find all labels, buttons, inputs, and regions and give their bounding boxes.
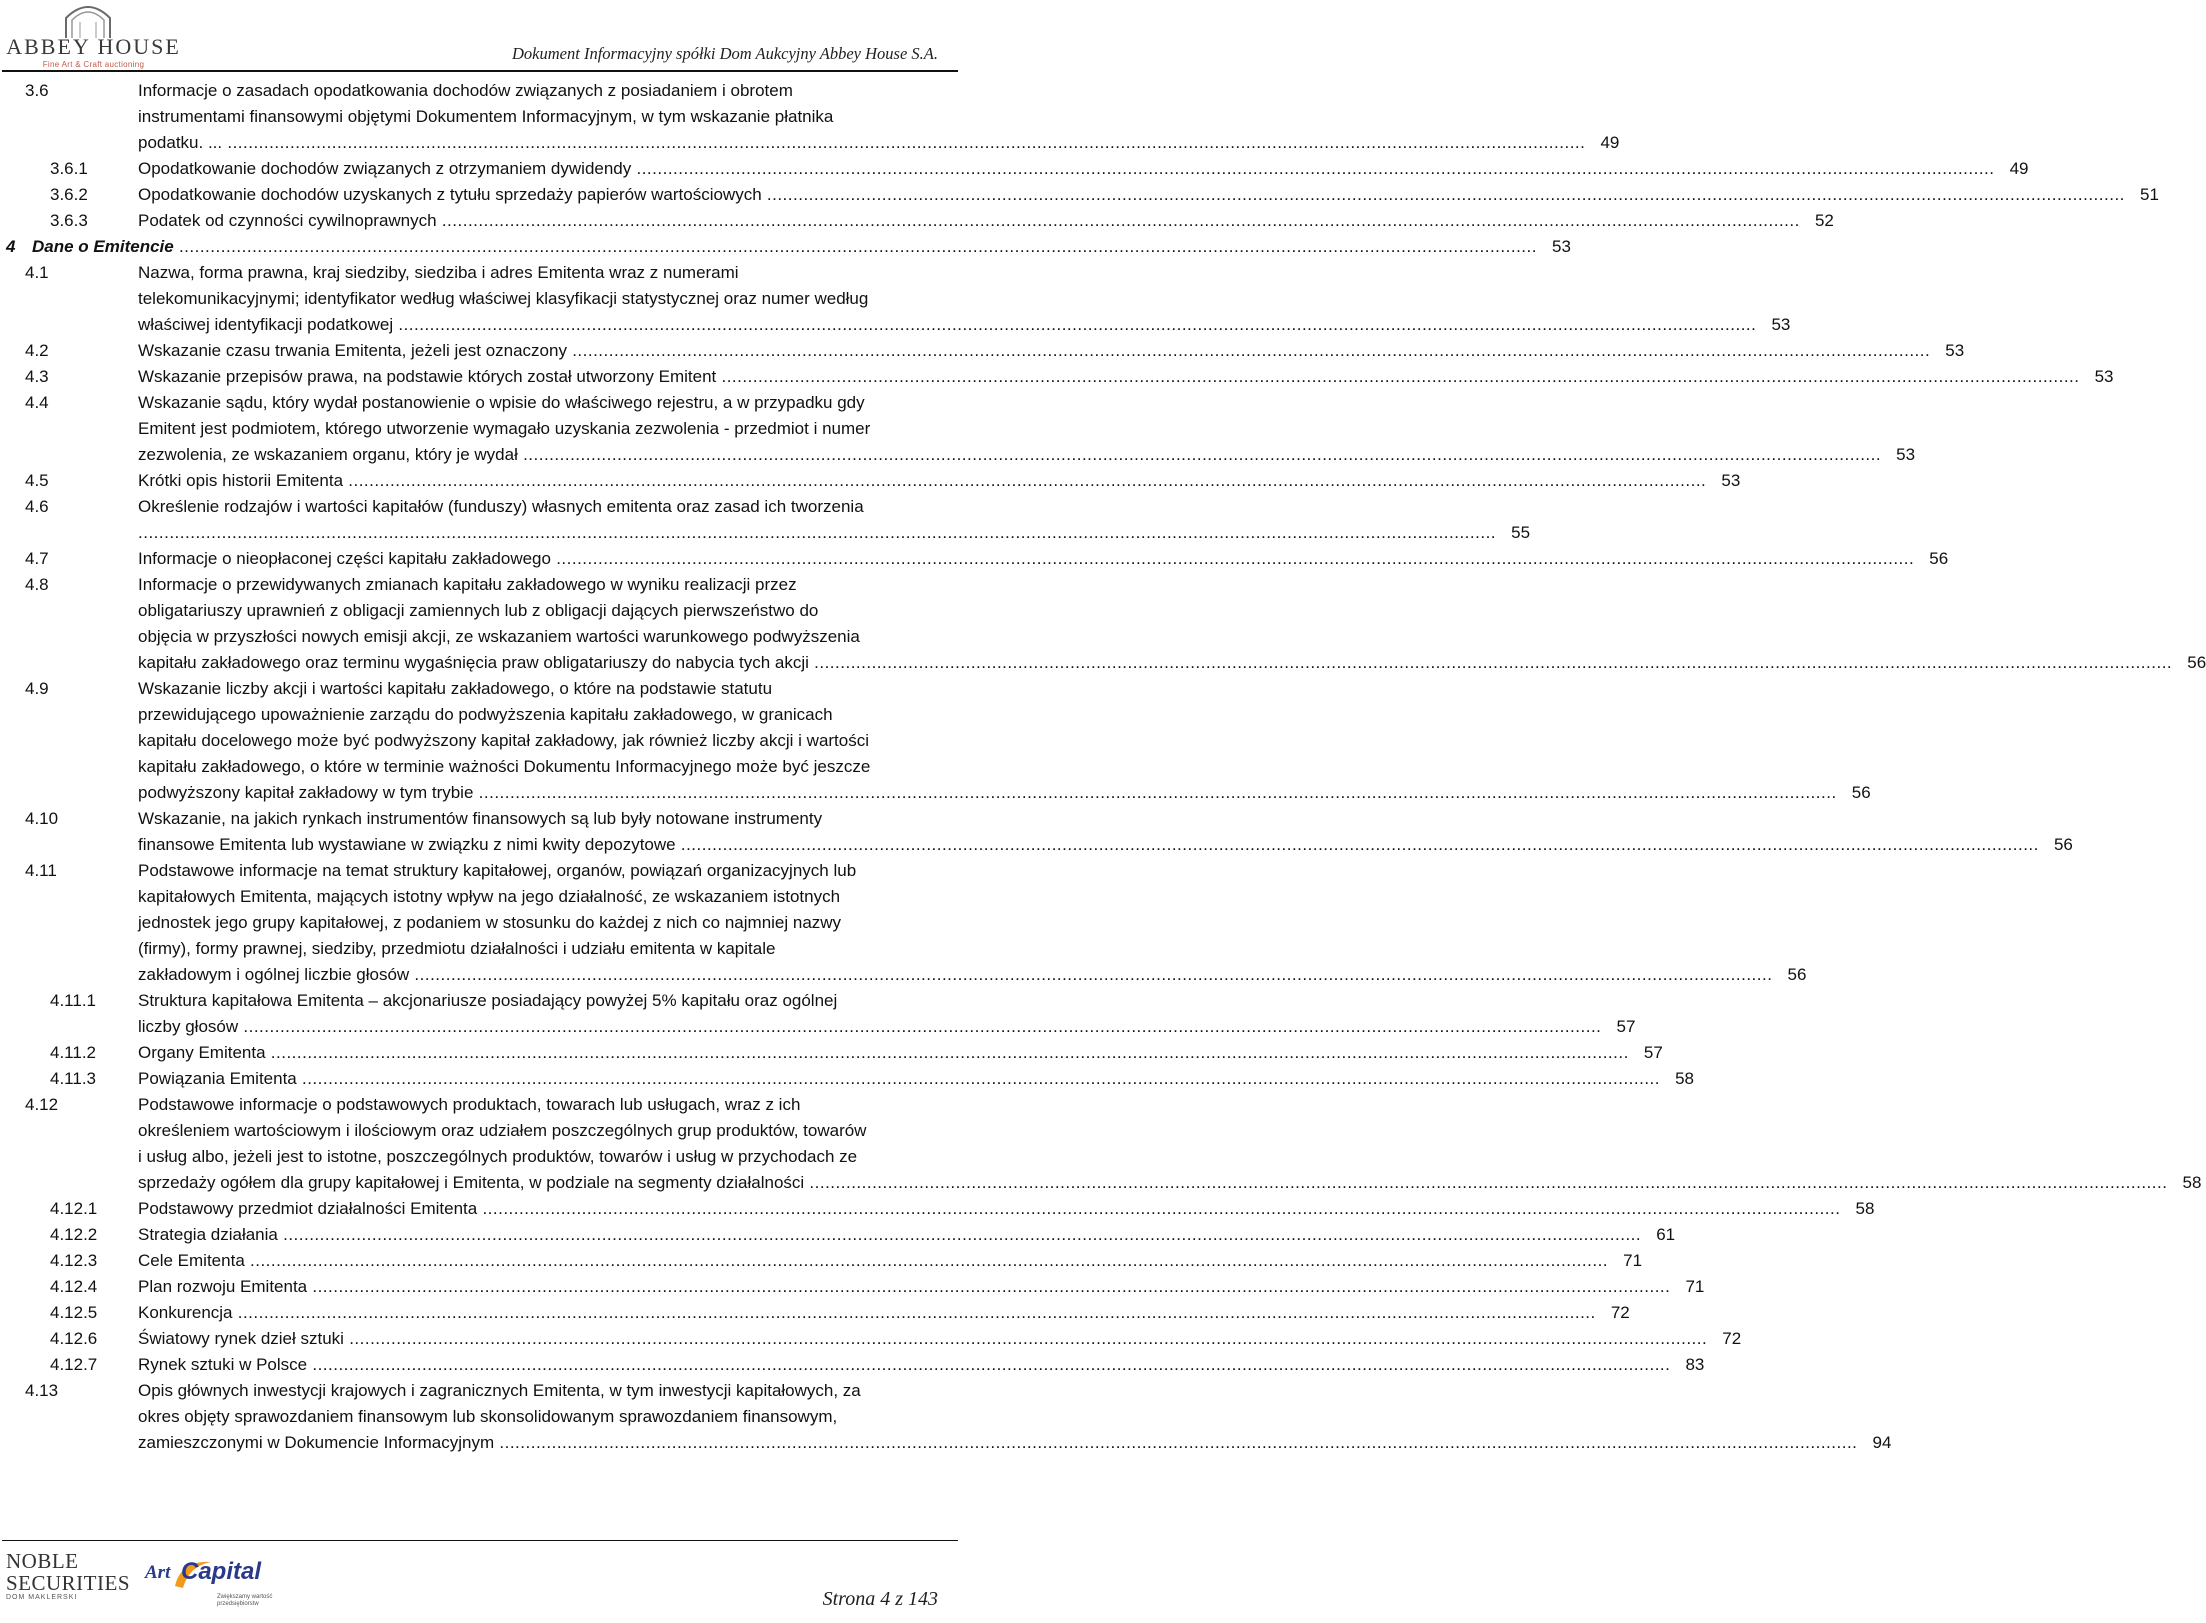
toc-entry-title-line: sprzedaży ogółem dla grupy kapitałowej i Emitenta, w podziale na segmenty działalności [138,1173,805,1192]
toc-entry-body [138,572,2206,676]
toc-entry-body [138,208,1834,234]
dot-leader: .................................................................................................................................................................................................................................................................... [138,523,1497,542]
dot-leader: .................................................................................................................................................................................................................................................................... [296,1069,1661,1088]
toc-entry-title-line: kapitałowych Emitenta, mających istotny wpływ na jego działalność, ze wskazaniem istotnych [138,887,841,906]
toc-entry-number: 4.1 [25,263,49,282]
toc-entry-title-line: Struktura kapitałowa Emitenta – akcjonariusze posiadający powyżej 5% kapitału oraz ogólnej [138,991,838,1010]
document-title: Dokument Informacyjny spółki Dom Aukcyjny Abbey House S.A. [512,44,938,63]
toc-entry-page-number: 71 [1681,1274,1704,1300]
toc-entry-page-number: 53 [1941,338,1964,364]
toc-entry[interactable] [0,260,1791,338]
toc-entry[interactable] [0,234,1571,260]
toc-entry-page-number: 83 [1681,1352,1704,1378]
toc-entry-title-line: i usług albo, jeżeli jest to istotne, poszczególnych produktów, towarów i usług w przychodach ze [138,1147,858,1166]
toc-entry-page-number: 61 [1652,1222,1675,1248]
dot-leader: .................................................................................................................................................................................................................................................................... [307,1355,1671,1374]
toc-entry-number: 3.6.1 [50,159,88,178]
toc-entry[interactable] [0,676,1871,806]
toc-entry-number: 4.11 [25,861,57,880]
toc-entry-title-line: zezwolenia, ze wskazaniem organu, który je wydał [138,445,518,464]
toc-entry-body [138,1326,1741,1352]
toc-entry[interactable] [0,494,1531,546]
toc-entry-title-line: kapitału docelowego może być podwyższony kapitał zakładowy, jak również liczby akcji i wartości [138,731,870,750]
toc-entry-number: 3.6 [25,81,49,100]
toc-entry-page-number: 58 [1671,1066,1694,1092]
toc-entry-page-number: 72 [1607,1300,1630,1326]
dot-leader: .................................................................................................................................................................................................................................................................... [409,965,1773,984]
logo-tagline: Fine Art & Craft auctioning [42,60,145,69]
art-capital-logo [145,1550,285,1615]
toc-entry-title-line: Dane o Emitencie [32,237,174,256]
page-footer [0,1540,960,1623]
toc-entry-number: 4.11.1 [50,991,97,1010]
toc-entry-title-line: objęcia w przyszłości nowych emisji akcji, ze wskazaniem wartości warunkowego podwyższenia [138,627,860,646]
dot-leader: .................................................................................................................................................................................................................................................................... [343,471,1707,490]
toc-entry-page-number: 56 [1925,546,1948,572]
dot-leader: .................................................................................................................................................................................................................................................................... [808,653,2173,672]
toc-entry-number: 4.6 [25,497,49,516]
toc-entry-body [138,1040,1663,1066]
toc-entry-number: 3.6.3 [50,211,88,230]
toc-entry[interactable] [0,1378,1892,1456]
toc-entry-body [138,1300,1630,1326]
toc-entry-title-line: Wskazanie przepisów prawa, na podstawie których został utworzony Emitent [138,367,717,386]
toc-entry-page-number: 55 [1507,520,1530,546]
toc-entry-title-line: Opodatkowanie dochodów uzyskanych z tytułu sprzedaży papierów wartościowych [138,185,762,204]
toc-entry-number: 4.13 [25,1381,59,1400]
toc-entry-title-line: jednostek jego grupy kapitałowej, z podaniem w stosunku do każdej z nich co najmniej nazwy [138,913,842,932]
toc-entry-title-line: (firmy), formy prawnej, siedziby, przedmiotu działalności i udziału emitenta w kapitale [138,939,776,958]
toc-entry-body [32,234,1571,260]
toc-entry[interactable] [0,1092,2202,1196]
toc-entry-number: 4.12.1 [50,1199,98,1218]
toc-entry-title-line: Strategia działania [138,1225,278,1244]
toc-entry-page-number: 58 [2179,1170,2202,1196]
toc-entry-body [138,468,1740,494]
toc-entry-title-line: Wskazanie czasu trwania Emitenta, jeżeli jest oznaczony [138,341,567,360]
toc-entry-title-line: Konkurencja [138,1303,233,1322]
toc-entry-body [138,1092,2201,1196]
toc-entry-title-line: podatku. ... [138,133,223,152]
abbey-house-logo [6,2,181,72]
toc-entry-title-line: Podstawowe informacje na temat struktury kapitałowej, organów, powiązań organizacyjnych lub [138,861,857,880]
toc-entry-title-line: telekomunikacyjnymi; identyfikator według właściwej klasyfikacji statystycznej oraz numer według [138,289,869,308]
toc-entry-title-line: Wskazanie sądu, który wydał postanowienie o wpisie do właściwego rejestru, a w przypadku gdy [138,393,865,412]
toc-entry[interactable] [0,1196,1875,1222]
toc-entry-title-line: podwyższony kapitał zakładowy w tym trybie [138,783,474,802]
toc-entry-page-number: 53 [2091,364,2114,390]
toc-entry-title-line: Podatek od czynności cywilnoprawnych [138,211,437,230]
dot-leader: .................................................................................................................................................................................................................................................................... [477,1199,1841,1218]
dot-leader: .................................................................................................................................................................................................................................................................... [173,237,1537,256]
capital-logo-text: Capital [181,1558,262,1585]
toc-entry-page-number: 58 [1852,1196,1875,1222]
toc-entry-title-line: Informacje o nieopłaconej części kapitału zakładowego [138,549,551,568]
toc-entry-number: 4.9 [25,679,49,698]
dot-leader: .................................................................................................................................................................................................................................................................... [804,1173,2168,1192]
toc-entry-number: 4.12.7 [50,1355,98,1374]
toc-entry[interactable] [0,1326,1742,1352]
toc-entry-body [138,1222,1675,1248]
dot-leader: .................................................................................................................................................................................................................................................................... [550,549,1915,568]
toc-entry-body [138,78,1619,156]
toc-entry[interactable] [0,1248,1643,1274]
toc-entry[interactable] [0,182,2159,208]
toc-entry-title-line: obligatariuszy uprawnień z obligacji zamiennych lub z obligacji dających pierwszeństwo do [138,601,819,620]
dot-leader: .................................................................................................................................................................................................................................................................... [393,315,1757,334]
toc-entry-body [138,546,1948,572]
toc-entry[interactable] [0,858,1807,988]
toc-entry-body [138,260,1790,338]
toc-entry[interactable] [0,338,1965,364]
toc-entry-title-line: finansowe Emitenta lub wystawiane w związku z nimi kwity depozytowe [138,835,676,854]
dot-leader: .................................................................................................................................................................................................................................................................... [277,1225,1642,1244]
toc-entry-number: 3.6.2 [50,185,88,204]
toc-entry-number: 4.10 [25,809,59,828]
dot-leader: .................................................................................................................................................................................................................................................................... [343,1329,1708,1348]
toc-entry[interactable] [0,1222,1676,1248]
toc-entry-body [138,338,1964,364]
toc-entry-number: 4.12.2 [50,1225,98,1244]
toc-entry-body [138,364,2114,390]
toc-entry-page-number: 56 [1784,962,1807,988]
toc-entry-body [138,1248,1642,1274]
toc-entry-page-number: 72 [1718,1326,1741,1352]
dot-leader: .................................................................................................................................................................................................................................................................... [238,1017,1602,1036]
toc-entry-title-line: Informacje o przewidywanych zmianach kapitału zakładowego w wyniku realizacji przez [138,575,797,594]
dot-leader: .................................................................................................................................................................................................................................................................... [675,835,2039,854]
toc-entry-title-line: Emitent jest podmiotem, którego utworzenie wymagało uzyskania zezwolenia - przedmiot i numer [138,419,871,438]
dot-leader: .................................................................................................................................................................................................................................................................... [473,783,1837,802]
toc-entry-body [138,494,1530,546]
toc-entry-title-line: Nazwa, forma prawna, kraj siedziby, siedziba i adres Emitenta wraz z numerami [138,263,739,282]
toc-entry[interactable] [0,1066,1695,1092]
toc-entry[interactable] [0,208,1834,234]
toc-entry-title-line: Opis głównych inwestycji krajowych i zagranicznych Emitenta, w tym inwestycji kapitałowych, za [138,1381,861,1400]
toc-entry-body [138,390,1915,468]
toc-entry-number: 4.11.2 [50,1043,97,1062]
toc-entry-title-line: właściwej identyfikacji podatkowej [138,315,394,334]
toc-entry-title-line: Wskazanie, na jakich rynkach instrumentów finansowych są lub były notowane instrumenty [138,809,823,828]
toc-entry[interactable] [0,390,1916,468]
toc-entry-body [138,988,1635,1040]
toc-entry-page-number: 52 [1811,208,1834,234]
toc-entry-title-line: Podstawowe informacje o podstawowych produktach, towarach lub usługach, wraz z ich [138,1095,801,1114]
page-number: Strona 4 z 143 [822,1588,938,1610]
toc-entry-number: 4.3 [25,367,49,386]
toc-entry-number: 4.8 [25,575,49,594]
toc-entry[interactable] [0,546,1949,572]
toc-entry-title-line: Powiązania Emitenta [138,1069,297,1088]
toc-entry-page-number: 71 [1619,1248,1642,1274]
toc-entry[interactable] [0,806,2073,858]
toc-entry-page-number: 53 [1892,442,1915,468]
noble-logo-line3: DOM MAKLERSKI [6,1594,78,1601]
toc-entry-number: 4.12.6 [50,1329,98,1348]
toc-entry[interactable] [0,156,2029,182]
toc-entry-number: 4.12.3 [50,1251,98,1270]
dot-leader: .................................................................................................................................................................................................................................................................... [494,1433,1858,1452]
toc-entry-title-line: Rynek sztuki w Polsce [138,1355,308,1374]
dot-leader: .................................................................................................................................................................................................................................................................... [517,445,1882,464]
toc-entry-number: 4.5 [25,471,49,490]
toc-entry-body [138,182,2159,208]
table-of-contents [0,78,2206,1456]
toc-entry-title-line: Plan rozwoju Emitenta [138,1277,308,1296]
toc-entry-title-line: określeniem wartościowym i ilościowym oraz udziałem poszczególnych grup produktów, towarów [138,1121,867,1140]
footer-divider [2,1540,958,1541]
toc-entry[interactable] [0,572,2206,676]
dot-leader: .................................................................................................................................................................................................................................................................... [244,1251,1609,1270]
toc-entry-number: 4.7 [25,549,49,568]
dot-leader: .................................................................................................................................................................................................................................................................... [436,211,1800,230]
toc-entry-body [138,1378,1891,1456]
toc-entry[interactable] [0,988,1636,1040]
dot-leader: .................................................................................................................................................................................................................................................................... [232,1303,1596,1322]
toc-entry-title-line: Krótki opis historii Emitenta [138,471,344,490]
toc-entry-title-line: Organy Emitenta [138,1043,266,1062]
toc-entry-title-line: okres objęty sprawozdaniem finansowym lub skonsolidowanym sprawozdaniem finansowym, [138,1407,838,1426]
dot-leader: .................................................................................................................................................................................................................................................................... [222,133,1586,152]
toc-entry-title-line: zakładowym i ogólnej liczbie głosów [138,965,410,984]
toc-entry-body [138,1274,1704,1300]
toc-entry-title-line: Podstawowy przedmiot działalności Emitenta [138,1199,478,1218]
dot-leader: .................................................................................................................................................................................................................................................................... [566,341,1931,360]
toc-entry-body [138,1196,1874,1222]
header-divider [2,70,958,72]
toc-entry-page-number: 56 [1848,780,1871,806]
dot-leader: .................................................................................................................................................................................................................................................................... [716,367,2080,386]
toc-entry-number: 4.12.4 [50,1277,98,1296]
logo-name: ABBEY HOUSE [6,34,181,59]
toc-entry-page-number: 49 [2006,156,2029,182]
toc-entry[interactable] [0,1352,1705,1378]
toc-entry-number: 4.4 [25,393,49,412]
dot-leader: .................................................................................................................................................................................................................................................................... [761,185,2125,204]
toc-entry-number: 4 [6,237,16,256]
toc-entry-page-number: 56 [2050,832,2073,858]
toc-entry-title-line: Cele Emitenta [138,1251,245,1270]
dot-leader: .................................................................................................................................................................................................................................................................... [265,1043,1629,1062]
toc-entry-page-number: 51 [2136,182,2159,208]
arch-logo-icon [58,2,118,38]
toc-entry-number: 4.12.5 [50,1303,98,1322]
toc-entry[interactable] [0,78,1620,156]
toc-entry-body [138,1352,1704,1378]
toc-entry[interactable] [0,1300,1630,1326]
toc-entry-title-line: Światowy rynek dzieł sztuki [138,1329,344,1348]
toc-entry-body [138,1066,1694,1092]
noble-logo-line1: NOBLE [6,1549,79,1573]
toc-entry-number: 4.2 [25,341,49,360]
toc-entry-title-line: liczby głosów [138,1017,239,1036]
toc-entry-body [138,676,1871,806]
toc-entry-page-number: 56 [2183,650,2206,676]
toc-entry-title-line: zamieszczonymi w Dokumencie Informacyjnym [138,1433,495,1452]
toc-entry-title-line: przewidującego upoważnienie zarządu do podwyższenia kapitału zakładowego, w granicach [138,705,833,724]
toc-entry-page-number: 57 [1612,1014,1635,1040]
toc-entry-page-number: 53 [1717,468,1740,494]
toc-entry-title-line: Opodatkowanie dochodów związanych z otrzymaniem dywidendy [138,159,632,178]
dot-leader: .................................................................................................................................................................................................................................................................... [307,1277,1671,1296]
toc-entry-title-line: kapitału zakładowego, o które w terminie ważności Dokumentu Informacyjnego może być jeszcze [138,757,871,776]
toc-entry-title-line: Informacje o zasadach opodatkowania dochodów związanych z posiadaniem i obrotem [138,81,793,100]
toc-entry-number: 4.11.3 [50,1069,97,1088]
toc-entry-page-number: 94 [1868,1430,1891,1456]
toc-entry-title-line: Wskazanie liczby akcji i wartości kapitału zakładowego, o które na podstawie statutu [138,679,773,698]
toc-entry[interactable] [0,364,2114,390]
dot-leader: .................................................................................................................................................................................................................................................................... [631,159,1995,178]
noble-logo-line2: SECURITIES [6,1571,131,1595]
capital-tagline: Zwiększamy wartość przedsiębiorstw [217,1594,273,1607]
toc-entry-body [138,858,1806,988]
art-logo-text: Art [145,1562,171,1583]
toc-entry-title-line: kapitału zakładowego oraz terminu wygaśnięcia praw obligatariuszy do nabycia tych akcji [138,653,809,672]
toc-entry-page-number: 57 [1640,1040,1663,1066]
toc-entry-page-number: 53 [1767,312,1790,338]
toc-entry-page-number: 53 [1548,234,1571,260]
toc-entry-body [138,806,2073,858]
toc-entry-body [138,156,2029,182]
toc-entry[interactable] [0,1040,1663,1066]
toc-entry[interactable] [0,1274,1705,1300]
toc-entry-number: 4.12 [25,1095,59,1114]
noble-securities-logo [6,1550,136,1615]
toc-entry-page-number: 49 [1596,130,1619,156]
toc-entry-title-line: instrumentami finansowymi objętymi Dokumentem Informacyjnym, w tym wskazanie płatnika [138,107,834,126]
toc-entry[interactable] [0,468,1741,494]
page-header [0,0,960,78]
toc-entry-title-line: Określenie rodzajów i wartości kapitałów (funduszy) własnych emitenta oraz zasad ich tworzenia [138,497,864,516]
